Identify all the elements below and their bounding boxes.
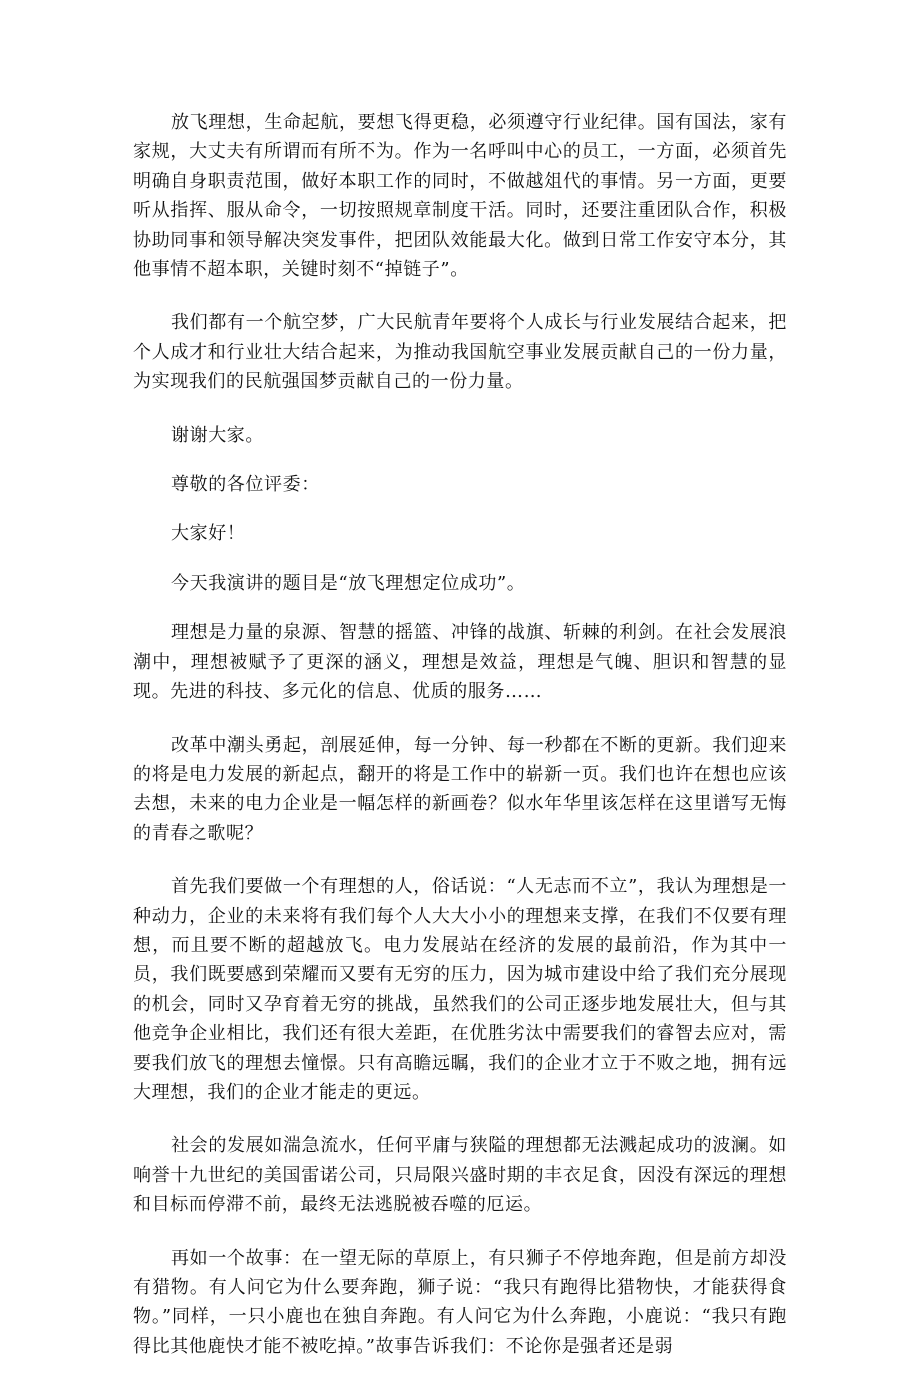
- paragraph-10: 社会的发展如湍急流水，任何平庸与狭隘的理想都无法溅起成功的波澜。如响誉十九世纪的美国雷诺公司，只局限兴盛时期的丰衣足食，因没有深远的理想和目标而停滞不前，最终无法逃脱被吞噬的厄运。: [133, 1135, 787, 1216]
- paragraph-8: 改革中潮头勇起，剖展延伸，每一分钟、每一秒都在不断的更新。我们迎来的将是电力发展的新起点，翻开的将是工作中的崭新一页。我们也许在想也应该去想，未来的电力企业是一幅怎样的新画卷？似水年华里该怎样在这里谱写无悔的青春之歌呢？: [133, 734, 787, 844]
- paragraph-6: 今天我演讲的题目是“放飞理想定位成功”。: [171, 572, 526, 594]
- paragraph-11: 再如一个故事：在一望无际的草原上，有只狮子不停地奔跑，但是前方却没有猎物。有人问它为什么要奔跑，狮子说：“我只有跑得比猎物快，才能获得食物。”同样，一只小鹿也在独自奔跑。有人问它为什么奔跑，小鹿说：“我只有跑得比其他鹿快才能不被吃掉。”故事告诉我们：不论你是强者还是弱: [133, 1247, 787, 1357]
- paragraph-7: 理想是力量的泉源、智慧的摇篮、冲锋的战旗、斩棘的利剑。在社会发展浪潮中，理想被赋予了更深的涵义，理想是效益，理想是气魄、胆识和智慧的显现。先进的科技、多元化的信息、优质的服务……: [133, 622, 787, 703]
- paragraph-1: 放飞理想，生命起航，要想飞得更稳，必须遵守行业纪律。国有国法，家有家规，大丈夫有所谓而有所不为。作为一名呼叫中心的员工，一方面，必须首先明确自身职责范围，做好本职工作的同时，不做越俎代的事情。另一方面，更要听从指挥、服从命令，一切按照规章制度干活。同时，还要注重团队合作，积极协助同事和领导解决突发事件，把团队效能最大化。做到日常工作安守本分，其他事情不超本职，关键时刻不“掉链子”。: [133, 112, 787, 281]
- paragraph-3: 谢谢大家。: [171, 424, 264, 446]
- paragraph-2: 我们都有一个航空梦，广大民航青年要将个人成长与行业发展结合起来，把个人成才和行业壮大结合起来，为推动我国航空事业发展贡献自己的一份力量，为实现我们的民航强国梦贡献自己的一份力量。: [133, 312, 787, 393]
- paragraph-9: 首先我们要做一个有理想的人，俗话说：“人无志而不立”，我认为理想是一种动力，企业的未来将有我们每个人大大小小的理想来支撑，在我们不仅要有理想，而且要不断的超越放飞。电力发展站在经济的发展的最前沿，作为其中一员，我们既要感到荣耀而又要有无穷的压力，因为城市建设中给了我们充分展现的机会，同时又孕育着无穷的挑战，虽然我们的公司正逐步地发展壮大，但与其他竞争企业相比，我们还有很大差距，在优胜劣汰中需要我们的睿智去应对，需要我们放飞的理想去憧憬。只有高瞻远瞩，我们的企业才立于不败之地，拥有远大理想，我们的企业才能走的更远。: [133, 876, 787, 1103]
- paragraph-4: 尊敬的各位评委：: [171, 474, 320, 496]
- paragraph-5: 大家好！: [171, 523, 246, 545]
- document-body: [133, 108, 787, 1385]
